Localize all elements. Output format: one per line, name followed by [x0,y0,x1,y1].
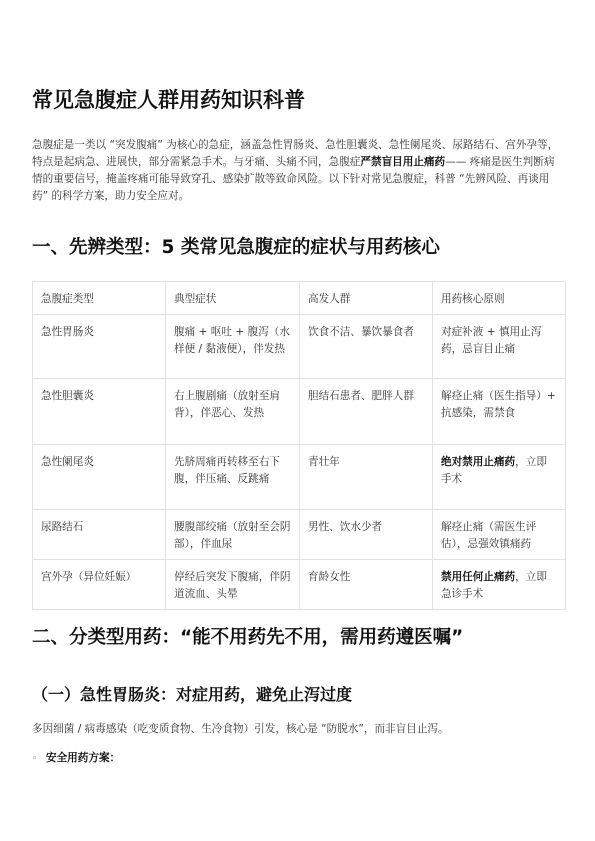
table-cell-principle [433,379,566,445]
table-cell-principle [433,445,566,510]
section-2-heading: 二、分类型用药：“能不用药先不用，需用药遵医嘱” [32,627,464,648]
table-cell-type: 急性胃肠炎 [33,315,166,379]
intro-paragraph [32,137,564,205]
table-cell-principle [433,560,566,610]
page-title: 常见急腹症人群用药知识科普 [32,88,305,112]
subsection-1-heading: （一）急性胃肠炎：对症用药，避免止泻过度 [32,685,353,704]
table-cell-people: 青壮年 [300,445,433,510]
table-cell-type: 急性胆囊炎 [33,379,166,445]
intro-text-1: 急腹症是一类以 “突发腹痛” 为核心的急症，涵盖急性胃肠炎、急性胆囊炎、急性阑尾炎、尿路结石、宫外孕等，特点是起病急、进展快，部分需紧急手术。与牙痛、头痛不同，急腹症 [32,139,559,168]
bullet-list-item [32,750,120,768]
bullet-label: 安全用药方案： [46,752,121,764]
table-cell-symptom: 右上腹剧痛（放射至肩背），伴恶心、发热 [166,379,300,445]
table-cell-principle [433,315,566,379]
table-cell-people: 男性、饮水少者 [300,510,433,560]
subsection-1-paragraph: 多因细菌 / 病毒感染（吃变质食物、生冷食物）引发，核心是 “防脱水”，而非盲目止泻。 [32,723,449,735]
table-header-cell: 高发人群 [300,282,433,315]
principle-bold: 禁用任何止痛药 [441,571,516,583]
table-header-cell: 急腹症类型 [33,282,166,315]
principle-text: 解痉止痛（医生指导）+ 抗感染，需禁食 [441,390,556,419]
table-cell-symptom: 腹痛 + 呕吐 + 腹泻（水样便 / 黏液便），伴发热 [166,315,300,379]
table-header-cell: 用药核心原则 [433,282,566,315]
section-1-heading: 一、先辨类型：5 类常见急腹症的症状与用药核心 [32,237,440,258]
principle-text: ，立即急诊手术 [441,571,547,600]
table-cell-principle [433,510,566,560]
table-row [33,560,566,610]
table-row [33,445,566,510]
table-cell-people: 饮食不洁、暴饮暴食者 [300,315,433,379]
abdominal-types-table [32,281,566,610]
principle-text: 对症补液 + 慎用止泻药，忌盲目止痛 [441,326,542,355]
hollow-circle-bullet-icon: ◦ [32,754,38,764]
principle-text: ，立即手术 [441,456,547,485]
principle-bold: 绝对禁用止痛药 [441,456,516,468]
intro-bold-warning: 严禁盲目用止痛药 [360,156,446,168]
table-row [33,510,566,560]
intro-text-2: —— 疼痛是医生判断病情的重要信号，掩盖疼痛可能导致穿孔、感染扩散等致命风险。以下针对常见急腹症，科普 “先辨风险、再谈用药” 的科学方案，助力安全应对。 [32,156,555,202]
table-cell-symptom: 腰腹部绞痛（放射至会阴部），伴血尿 [166,510,300,560]
table-cell-people: 胆结石患者、肥胖人群 [300,379,433,445]
table-cell-type: 宫外孕（异位妊娠） [33,560,166,610]
table-row [33,379,566,445]
table-header-cell: 典型症状 [166,282,300,315]
principle-text: 解痉止痛（需医生评估），忌强效镇痛药 [441,521,537,550]
table-row [33,315,566,379]
table-cell-type: 尿路结石 [33,510,166,560]
table-cell-symptom: 停经后突发下腹痛，伴阴道流血、头晕 [166,560,300,610]
table-header-row [33,282,566,315]
table-cell-symptom: 先脐周痛再转移至右下腹，伴压痛、反跳痛 [166,445,300,510]
table-cell-people: 育龄女性 [300,560,433,610]
table-cell-type: 急性阑尾炎 [33,445,166,510]
